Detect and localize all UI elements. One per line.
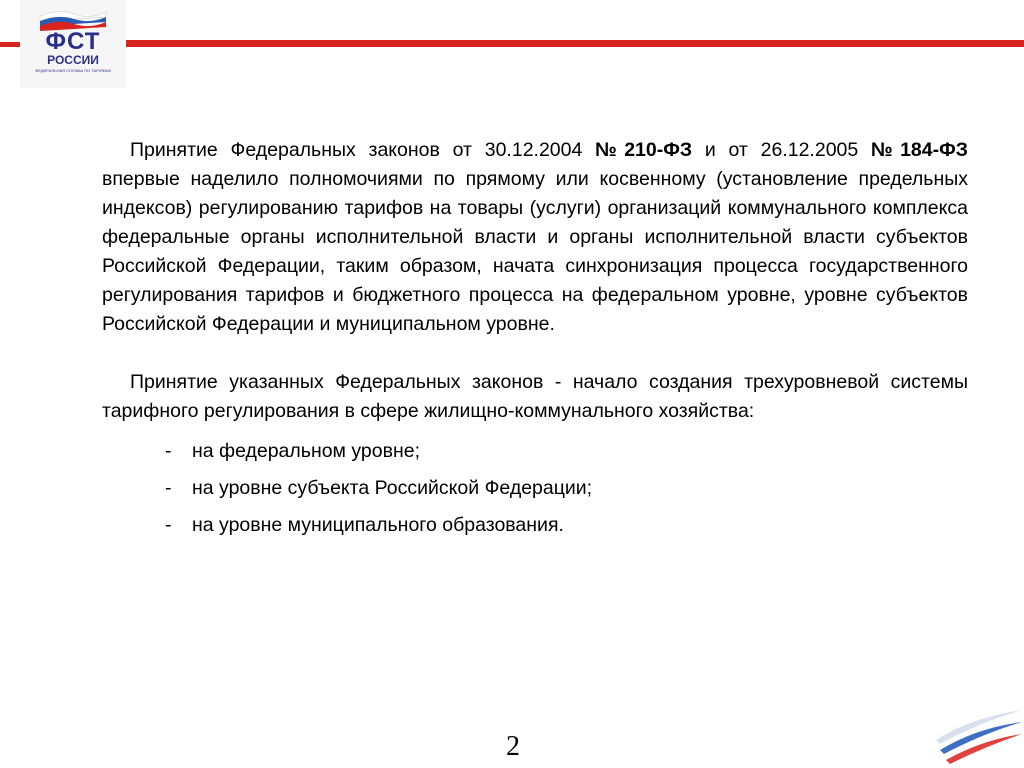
logo-name: РОССИИ — [47, 53, 99, 67]
fst-logo — [20, 0, 126, 88]
law-number-184: №184-ФЗ — [871, 139, 968, 161]
list-item — [102, 433, 968, 470]
header-rule-left — [0, 42, 20, 47]
paragraph-text: впервые наделило полномочиями по прямому или косвенному (установление предельных индексов) регулированию тарифов на товары (услуги) организаций коммунального комплекса федеральные органы исполнительной власти и органы исполнительной власти субъектов Российской Федерации, таким образом, начата синхронизация процесса государственного регулирования тарифов и бюджетного процесса на федеральном уровне, уровне субъектов Российской Федерации и муниципальном уровне. — [102, 168, 968, 335]
dash-bullet: - — [165, 440, 172, 462]
list-item — [102, 470, 968, 507]
law-number-210: №210-ФЗ — [595, 139, 693, 161]
paragraph-text: Принятие Федеральных законов от 30.12.2004 — [130, 139, 596, 161]
list-item — [102, 507, 968, 544]
list-item-text: на федеральном уровне; — [192, 440, 420, 462]
paragraph-laws — [102, 136, 968, 339]
list-item-text: на уровне субъекта Российской Федерации; — [192, 477, 593, 499]
slide-body — [102, 136, 968, 544]
dash-bullet: - — [165, 514, 172, 536]
flag-swoosh-icon — [930, 700, 1024, 768]
logo-abbreviation: ФСТ — [45, 28, 101, 55]
paragraph-text: и от 26.12.2005 — [692, 139, 871, 161]
list-item-text: на уровне муниципального образования. — [192, 514, 564, 536]
page-number: 2 — [506, 731, 520, 762]
paragraph-three-level-system: Принятие указанных Федеральных законов - начало создания трехуровневой системы тарифного регулирования в сфере жилищно-коммунального хозяйства: — [102, 371, 968, 422]
header-rule — [126, 40, 1024, 47]
logo-subtitle: ФЕДЕРАЛЬНАЯ СЛУЖБА ПО ТАРИФАМ — [35, 68, 111, 73]
levels-list — [102, 433, 968, 544]
dash-bullet: - — [165, 477, 172, 499]
